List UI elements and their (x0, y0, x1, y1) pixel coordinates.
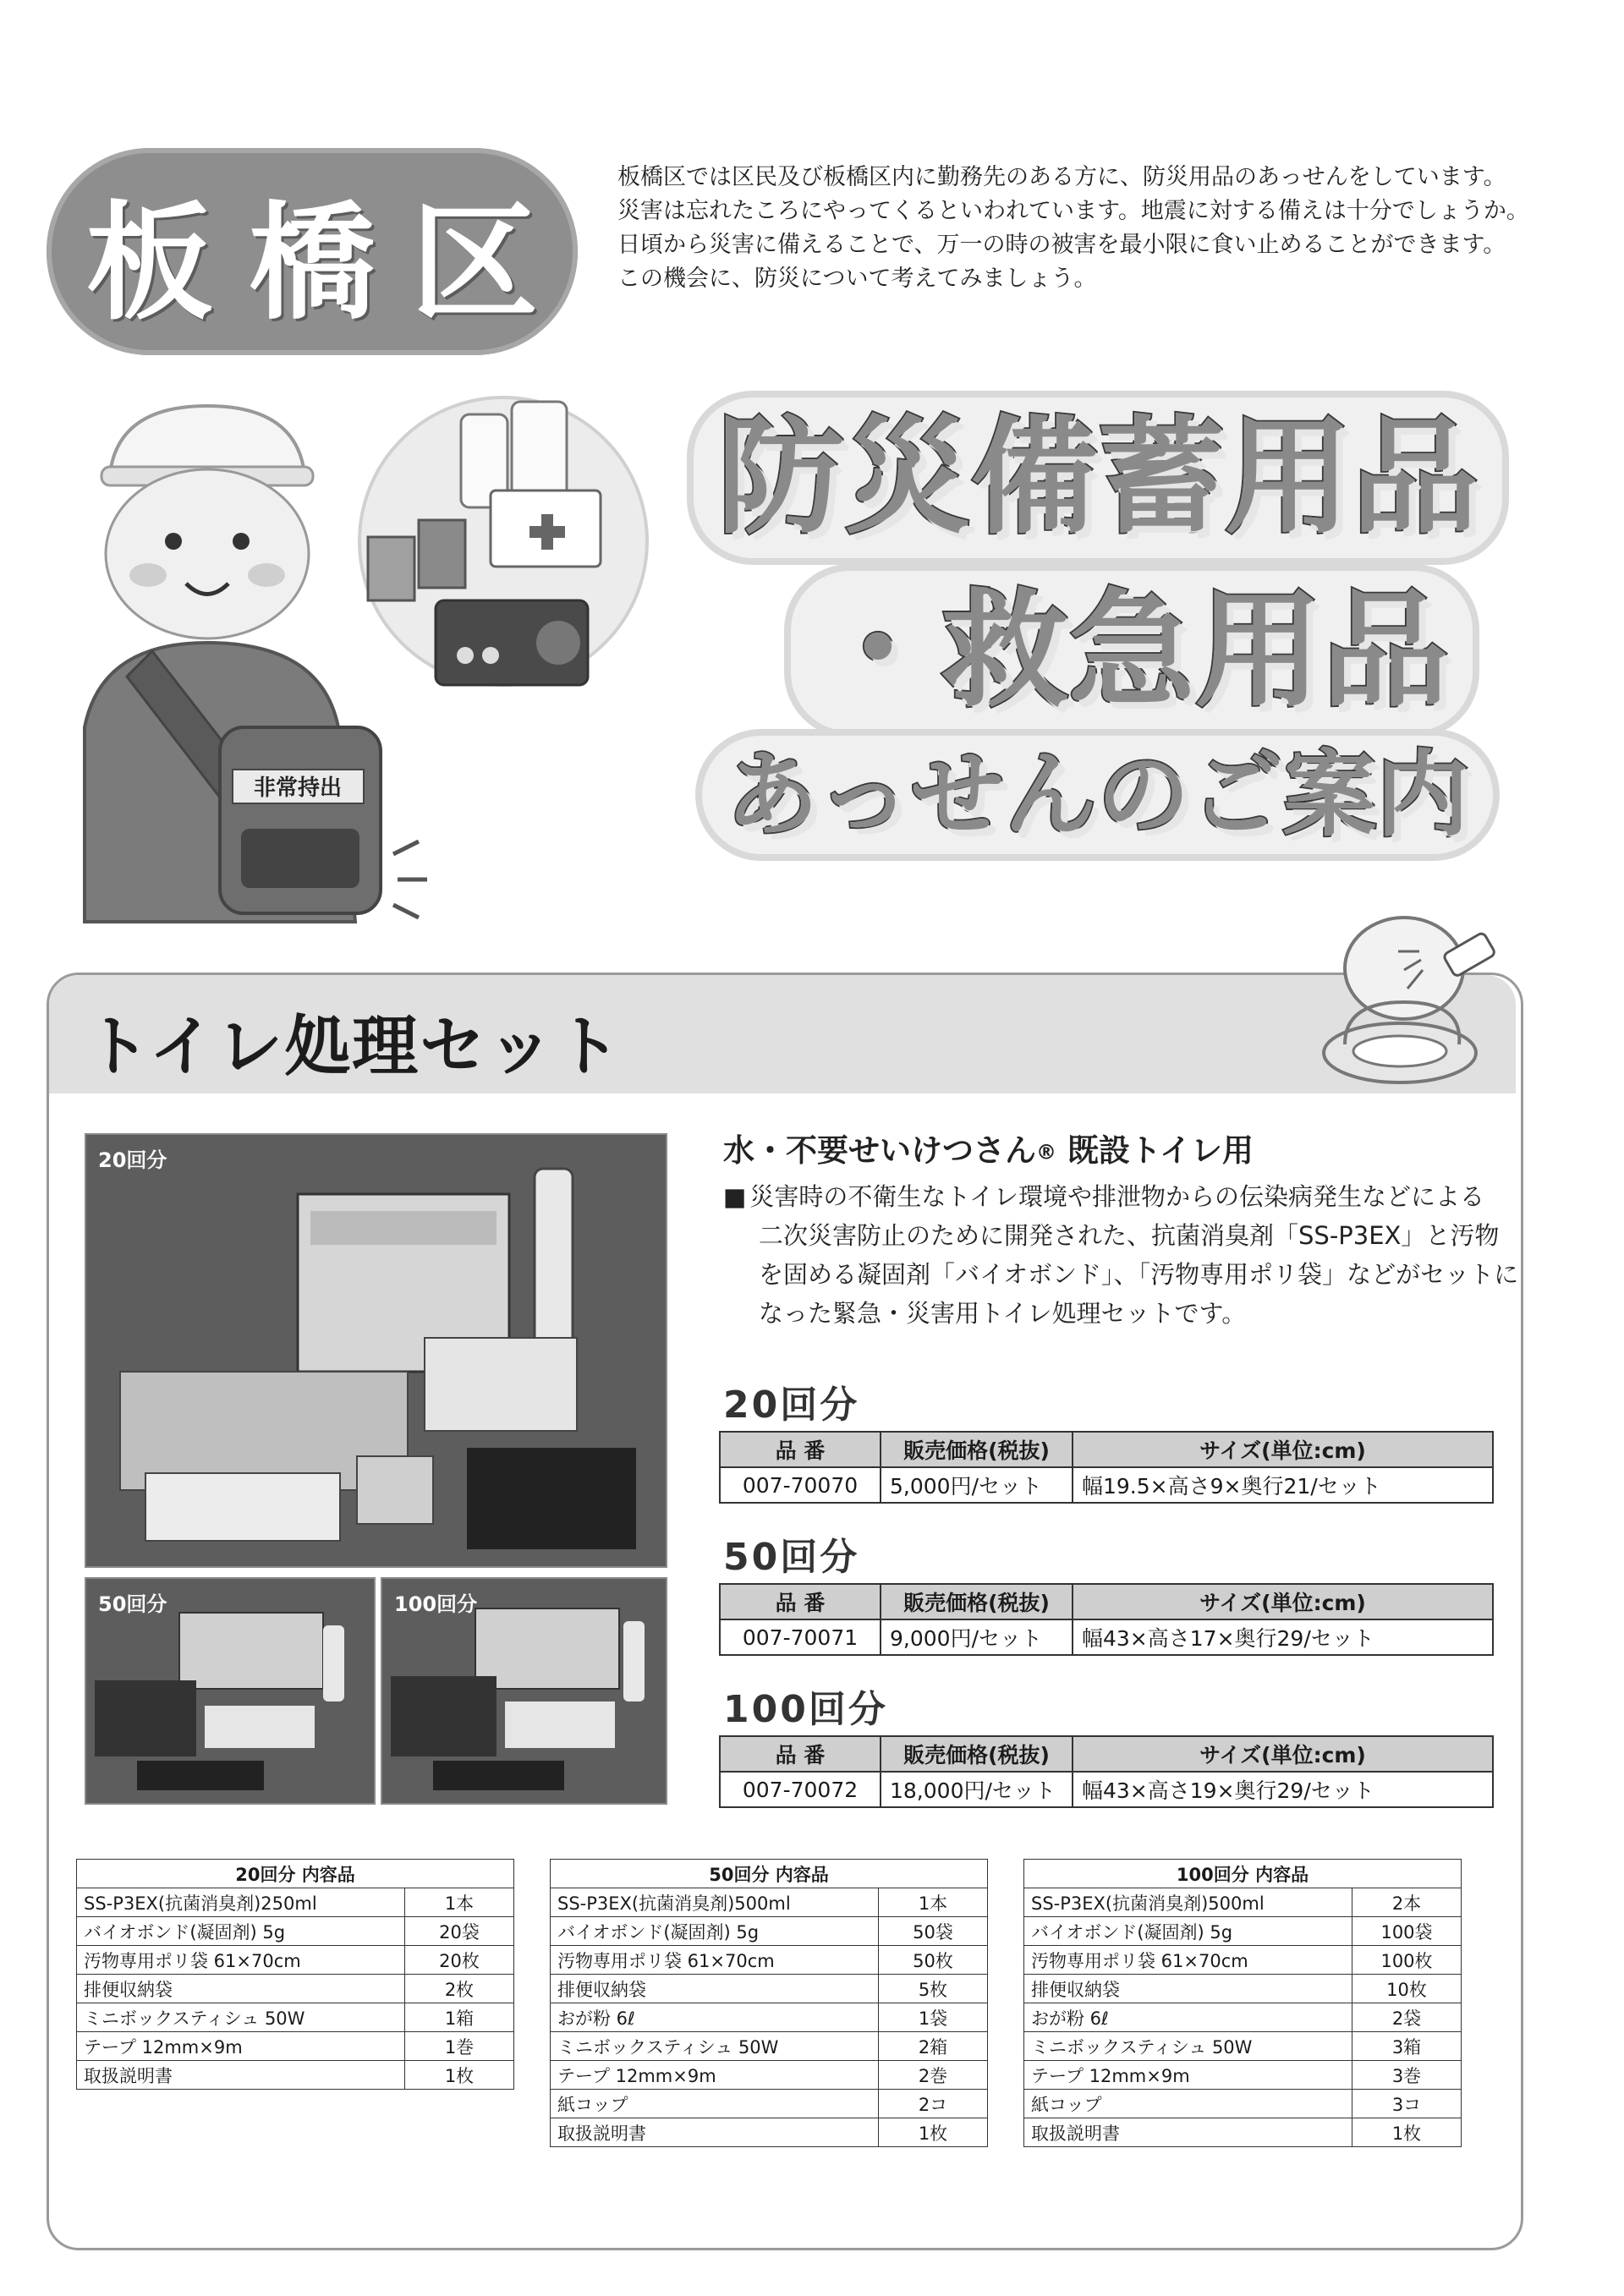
item-name: 汚物専用ポリ袋 61×70cm (551, 1946, 879, 1975)
table-row (551, 1975, 988, 2003)
product-size: 幅43×高さ17×奥行29/セット (1073, 1619, 1493, 1655)
col-header-price: 販売価格(税抜) (881, 1736, 1073, 1772)
main-title-line-1: 防災備蓄用品 (694, 397, 1502, 558)
item-qty: 2本 (1352, 1888, 1462, 1917)
item-qty: 3箱 (1352, 2032, 1462, 2061)
photo-label: 100回分 (394, 1592, 478, 1616)
table-row (77, 2061, 514, 2090)
item-qty: 2巻 (879, 2061, 988, 2090)
item-name: SS-P3EX(抗菌消臭剤)250ml (77, 1888, 405, 1917)
bag-label: 非常持出 (253, 775, 343, 801)
ward-name: 板橋区 (85, 189, 573, 337)
table-row (720, 1772, 1493, 1807)
product-code: 007-70071 (720, 1619, 881, 1655)
item-qty: 1巻 (405, 2032, 514, 2061)
item-qty: 2袋 (1352, 2003, 1462, 2032)
variant-title-20: 20回分 (723, 1384, 860, 1427)
canned-food-icon (368, 537, 414, 600)
table-row (551, 2118, 988, 2147)
table-row (77, 1946, 514, 1975)
main-title-line-2: ・救急用品 (791, 571, 1473, 732)
table-row (551, 1917, 988, 1946)
item-qty: 2枚 (405, 1975, 514, 2003)
contents-title: 20回分 内容品 (77, 1860, 514, 1888)
contents-table-20 (76, 1859, 514, 2090)
item-qty: 1本 (405, 1888, 514, 1917)
desc-line: 災害時の不衛生なトイレ環境や排泄物からの伝染病発生などによる (749, 1182, 1484, 1211)
ward-badge (47, 148, 578, 355)
table-row (77, 1888, 514, 1917)
table-row (551, 1888, 988, 1917)
bullet-icon: ■ (723, 1182, 747, 1211)
product-code: 007-70072 (720, 1772, 881, 1807)
item-qty: 1枚 (879, 2118, 988, 2147)
item-name: SS-P3EX(抗菌消臭剤)500ml (551, 1888, 879, 1917)
product-size: 幅19.5×高さ9×奥行21/セット (1073, 1467, 1493, 1503)
intro-line: 日頃から災害に備えることで、万一の時の被害を最小限に食い止めることができます。 (617, 232, 1506, 258)
table-row (551, 2061, 988, 2090)
intro-line: この機会に、防災について考えてみましょう。 (617, 266, 1097, 292)
col-header-code: 品 番 (720, 1432, 881, 1467)
price-table-100 (719, 1735, 1494, 1808)
price-table-50 (719, 1583, 1494, 1656)
intro-text (617, 161, 1590, 296)
table-row (720, 1467, 1493, 1503)
item-qty: 1枚 (405, 2061, 514, 2090)
product-photo-100 (381, 1577, 667, 1805)
table-row (77, 2032, 514, 2061)
item-qty: 1枚 (1352, 2118, 1462, 2147)
col-header-price: 販売価格(税抜) (881, 1584, 1073, 1619)
col-header-code: 品 番 (720, 1736, 881, 1772)
table-row (1024, 2118, 1462, 2147)
product-name-text: 水・不要せいけつさん (723, 1132, 1036, 1169)
item-name: テープ 12mm×9m (77, 2032, 405, 2061)
section-title: トイレ処理セット (85, 1009, 623, 1085)
item-name: バイオボンド(凝固剤) 5g (551, 1917, 879, 1946)
item-qty: 3コ (1352, 2090, 1462, 2118)
item-name: テープ 12mm×9m (1024, 2061, 1352, 2090)
product-size: 幅43×高さ19×奥行29/セット (1073, 1772, 1493, 1807)
item-qty: 20枚 (405, 1946, 514, 1975)
item-qty: 1箱 (405, 2003, 514, 2032)
product-photo-20 (85, 1133, 667, 1568)
table-row (77, 1975, 514, 2003)
variant-title-50: 50回分 (723, 1536, 860, 1579)
emergency-kit-illustration (51, 372, 694, 956)
item-name: バイオボンド(凝固剤) 5g (1024, 1917, 1352, 1946)
product-code: 007-70070 (720, 1467, 881, 1503)
table-row (1024, 2061, 1462, 2090)
item-qty: 50袋 (879, 1917, 988, 1946)
table-row (1024, 1975, 1462, 2003)
variant-title-100: 100回分 (723, 1688, 888, 1731)
item-name: ミニボックスティシュ 50W (551, 2032, 879, 2061)
product-photo-50 (85, 1577, 376, 1805)
table-row (720, 1619, 1493, 1655)
table-row (1024, 1917, 1462, 1946)
item-name: 汚物専用ポリ袋 61×70cm (1024, 1946, 1352, 1975)
item-name: 取扱説明書 (77, 2061, 405, 2090)
table-row (551, 2032, 988, 2061)
col-header-price: 販売価格(税抜) (881, 1432, 1073, 1467)
product-price: 18,000円/セット (881, 1772, 1073, 1807)
desc-line: なった緊急・災害用トイレ処理セットです。 (759, 1299, 1247, 1328)
item-name: 排便収納袋 (551, 1975, 879, 2003)
face-icon (106, 469, 309, 638)
col-header-code: 品 番 (720, 1584, 881, 1619)
table-row (77, 2003, 514, 2032)
product-name (723, 1125, 1254, 1170)
photo-label: 50回分 (98, 1592, 167, 1616)
table-row (77, 1917, 514, 1946)
item-name: 汚物専用ポリ袋 61×70cm (77, 1946, 405, 1975)
item-name: ミニボックスティシュ 50W (1024, 2032, 1352, 2061)
table-row (551, 1946, 988, 1975)
item-name: 排便収納袋 (77, 1975, 405, 2003)
item-qty: 50枚 (879, 1946, 988, 1975)
price-table-20 (719, 1431, 1494, 1504)
product-name-suffix: 既設トイレ用 (1056, 1132, 1254, 1169)
item-qty: 20袋 (405, 1917, 514, 1946)
contents-title: 50回分 内容品 (551, 1860, 988, 1888)
col-header-size: サイズ(単位:cm) (1073, 1432, 1493, 1467)
table-row (551, 2003, 988, 2032)
product-description (723, 1177, 1519, 1333)
item-qty: 10枚 (1352, 1975, 1462, 2003)
contents-table-100 (1023, 1859, 1462, 2147)
product-price: 5,000円/セット (881, 1467, 1073, 1503)
item-name: テープ 12mm×9m (551, 2061, 879, 2090)
item-name: 排便収納袋 (1024, 1975, 1352, 2003)
col-header-size: サイズ(単位:cm) (1073, 1736, 1493, 1772)
table-row (1024, 1888, 1462, 1917)
contents-title: 100回分 内容品 (1024, 1860, 1462, 1888)
canned-food-icon (419, 520, 465, 588)
item-qty: 100袋 (1352, 1917, 1462, 1946)
product-price: 9,000円/セット (881, 1619, 1073, 1655)
toilet-spray-icon (1320, 909, 1506, 1087)
table-row (1024, 2090, 1462, 2118)
item-name: 紙コップ (551, 2090, 879, 2118)
desc-line: を固める凝固剤「バイオボンド」、「汚物専用ポリ袋」などがセットに (759, 1260, 1519, 1289)
item-qty: 100枚 (1352, 1946, 1462, 1975)
item-qty: 2箱 (879, 2032, 988, 2061)
intro-line: 災害は忘れたころにやってくるといわれています。地震に対する備えは十分でしょうか。 (617, 198, 1529, 224)
item-name: ミニボックスティシュ 50W (77, 2003, 405, 2032)
col-header-size: サイズ(単位:cm) (1073, 1584, 1493, 1619)
item-name: おが粉 6ℓ (1024, 2003, 1352, 2032)
item-qty: 3巻 (1352, 2061, 1462, 2090)
item-qty: 2コ (879, 2090, 988, 2118)
item-qty: 1本 (879, 1888, 988, 1917)
table-row (1024, 1946, 1462, 1975)
item-name: バイオボンド(凝固剤) 5g (77, 1917, 405, 1946)
desc-line: 二次災害防止のために開発された、抗菌消臭剤「SS-P3EX」と汚物 (759, 1221, 1500, 1250)
contents-table-50 (550, 1859, 988, 2147)
item-name: SS-P3EX(抗菌消臭剤)500ml (1024, 1888, 1352, 1917)
helmet-icon (110, 406, 304, 474)
main-title-line-3: あっせんのご案内 (702, 736, 1493, 854)
item-qty: 1袋 (879, 2003, 988, 2032)
item-qty: 5枚 (879, 1975, 988, 2003)
photo-label: 20回分 (98, 1148, 167, 1172)
table-row (551, 2090, 988, 2118)
intro-line: 板橋区では区民及び板橋区内に勤務先のある方に、防災用品のあっせんをしています。 (617, 164, 1506, 190)
item-name: 取扱説明書 (1024, 2118, 1352, 2147)
table-row (1024, 2003, 1462, 2032)
registered-mark: ® (1036, 1140, 1056, 1164)
table-row (1024, 2032, 1462, 2061)
item-name: 取扱説明書 (551, 2118, 879, 2147)
item-name: 紙コップ (1024, 2090, 1352, 2118)
item-name: おが粉 6ℓ (551, 2003, 879, 2032)
